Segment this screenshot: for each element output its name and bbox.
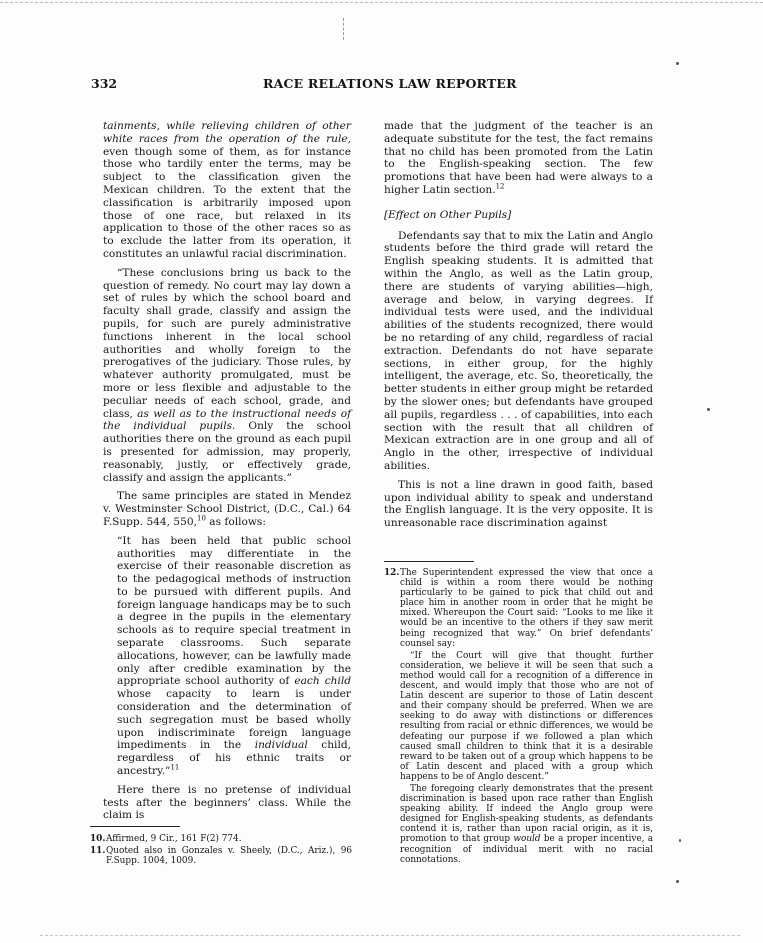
scan-speck (707, 408, 710, 411)
italic-text: each child (289, 675, 352, 688)
right-column (384, 120, 653, 536)
right-paragraph-2: Defendants say that to mix the Latin and Anglo students before the third grade will retard the English speaking students. It is admitted that within the Anglo, as well as the Latin group, there are students of varying abilities—high, average and below, in varying degrees. If individual tests were used, and the individual abilities of the students recognized, there would be no retarding of any child, regardless of racial extraction. Defendants do not have separate sections, in either group, for the highly intelligent, the average, etc. So, theoretically, the better students in either group might be retarded by the slower ones; but defendants have grouped all pupils, regardless . . . of capabilities, into each section with the result that all children of Mexican extraction are in one group and all of Anglo in the other, irrespective of individual abilities. (384, 229, 653, 472)
scan-speck (676, 880, 679, 883)
quote-text: “It has been held that public school authorities may differentiate in the exercise of their reasonable discretion as to the pedagogical methods of instruction to be pursued with different pupils. And foreign language handicaps may be to such a degree in the pupils in the elementary schools as to require special treatment in separate classrooms. Such separate allocations, however, can be lawfully made only after credible examination by the appropriate school authority of (117, 534, 351, 688)
right-footnotes (384, 568, 653, 867)
left-footnotes (90, 834, 352, 868)
footnote-12-quote: “If the Court will give that thought further consideration, we believe it will be seen that such a method would call for a recognition of a difference in descent, and would imply that those who are not of Latin descent are superior to those of Latin descent and their company should be preferred. When we are seeking to do away with distinctions or differences resulting from racial or ethnic differences, we would be defeating our purpose if we followed a plan which caused small children to think that it is a desirable reward to be taken out of a group which happens to be of Latin descent and placed with a group which happens to be of Anglo descent.” (400, 650, 653, 782)
body-text: Only the school authorities there on the ground as each pupil is presented for admission, may properly, reasonably, justly, or effectively grade, classify and assign the applicants.” (103, 420, 351, 484)
left-paragraph-4: Here there is no pretense of individual tests after the beginners’ class. While the claim is (103, 783, 351, 822)
footnote-rule (384, 561, 474, 562)
bottom-page-edge (40, 935, 740, 936)
right-paragraph-3: This is not a line drawn in good faith, based upon individual ability to speak and understand the English language. It is the very opposite. It is unreasonable race discrimination against (384, 478, 653, 530)
left-paragraph-2 (103, 267, 351, 485)
body-text: even though some of them, as for instance those who tardily enter the terms, may be subject to the classification given the Mexican children. To the extent that the classification is arbitrarily imposed upon those of one race, but relaxed in its application to those of the other races so as to exclude the latter from its operation, it constitutes an unlawful racial discrimination. (103, 145, 351, 260)
footnote-12-paragraph: The foregoing clearly demonstrates that the present discrimination is based upon race rather than English speaking ability. If indeed the Anglo group were designed for English-speaking students, as defendants contend it is, rather than upon racial origin, as it is, promotion to that group would be a proper incentive, a recognition of individual merit with no racial connotations. (400, 783, 653, 865)
scan-speck (676, 62, 679, 65)
footnote-12: 12. The Superintendent expressed the view that once a child is within a room there would be nothing particularly to be gained to pick that child out and place him in another room in order that he might be mixed. Whereupon the Court said: “Looks to me like it would be an incentive to the others if they saw merit being recognized that way.” On brief defendants’ counsel say: (384, 568, 653, 649)
body-text: made that the judgment of the teacher is an adequate substitute for the test, the fact remains that no child has been promoted from the Latin to the English-speaking section. The few promotions that have been had were always to a higher Latin section. (384, 120, 653, 196)
page-number: 332 (91, 76, 118, 91)
scan-speck (679, 839, 681, 842)
italic-text: as well as to the instructional needs of the individual pupils. (103, 407, 351, 433)
italic-text: tainments, while relieving children of other white races from the operation of the rule, (103, 120, 351, 145)
footnote-ref-11: 11 (170, 763, 180, 772)
top-page-edge (0, 2, 763, 3)
left-column (103, 120, 351, 828)
footnote-ref-12: 12 (495, 182, 505, 191)
running-head: RACE RELATIONS LAW REPORTER (263, 76, 517, 91)
left-paragraph-1 (103, 120, 351, 261)
body-text: as follows: (205, 515, 266, 528)
quote-paragraph (117, 535, 351, 778)
body-text: The same principles are stated in Mendez v. Westminster School District, (D.C., Cal.) 64 F.Supp. 544, 550, (103, 490, 351, 528)
quote-text: child, regardless of his ethnic traits or ancestry.” (117, 739, 351, 778)
block-quote (103, 535, 351, 778)
footnote-11: 11. Quoted also in Gonzales v. Sheely, (D.C., Ariz.), 96 F.Supp. 1004, 1009. (90, 846, 352, 867)
footnote-rule (90, 826, 180, 827)
footnote-10: 10. Affirmed, 9 Cir., 161 F(2) 774. (90, 834, 242, 844)
footnote-ref-10: 10 (197, 514, 206, 523)
left-paragraph-3 (103, 490, 351, 528)
body-text: “These conclusions bring us back to the question of remedy. No court may lay down a set of rules by which the school board and faculty shall grade, classify and assign the pupils, for such are purely administrative functions inherent in the local school authorities and wholly foreign to the prerogatives of the judiciary. Those rules, by whatever authority promulgated, must be more or less flexible and adjustable to the peculiar needs of each school, grade, and class, (103, 266, 351, 420)
quote-text: whose capacity to learn is under consideration and the determination of such segregation must be based wholly upon indiscriminate foreign language impediments in the (117, 688, 351, 752)
gutter-mark (343, 18, 345, 40)
right-paragraph-1 (384, 120, 653, 197)
italic-text: individual (241, 739, 308, 752)
section-heading: [Effect on Other Pupils] (384, 208, 512, 221)
